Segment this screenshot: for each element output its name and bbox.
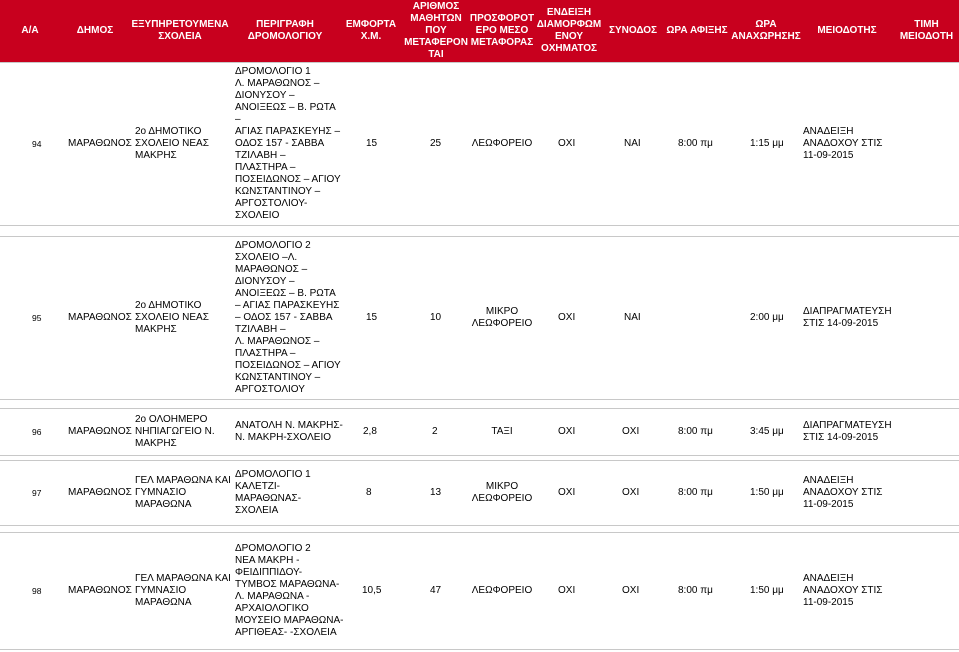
table-header [0,0,959,62]
cell-dimos: ΜΑΡΑΘΩΝΟΣ [68,426,132,437]
cell-sxoleia: 2ο ΔΗΜΟΤΙΚΟ ΣΧΟΛΕΙΟ ΝΕΑΣ ΜΑΚΡΗΣ [135,300,209,335]
cell-ora-afixis: 8:00 πμ [678,487,713,498]
cell-meiodotis: ΔΙΑΠΡΑΓΜΑΤΕΥΣΗ ΣΤΙΣ 14-09-2015 [803,306,892,329]
header-aa: Α/Α [21,25,39,36]
cell-meso: ΜΙΚΡΟ ΛΕΩΦΟΡΕΙΟ [471,481,533,504]
cell-perigrafi: ΔΡΟΜΟΛΟΓΙΟ 2 ΣΧΟΛΕΙΟ –Λ. ΜΑΡΑΘΩΝΟΣ – ΔΙΟΝΥΣΟΥ – ΑΝΟΙΞΕΩΣ – Β. ΡΩΤΑ – ΑΓΙΑΣ ΠΑΡΑΣΚΕΥΗΣ – ΟΔΟΣ 157 - ΣΑΒΒΑ ΤΖΙΛΑΒΗ – Λ. ΜΑΡΑΘΩΝΟΣ – ΠΛΑΣΤΗΡΑ – ΠΟΣΕΙΔΩΝΟΣ – ΑΓΙΟΥ ΚΩΝΣΤΑΝΤΙΝΟΥ – ΑΡΓΟΣΤΟΛΙΟΥ [235,240,341,395]
header-timi: ΤΙΜΗ ΜΕΙΟΔΟΤΗ [899,19,954,42]
cell-meiodotis: ΑΝΑΔΕΙΞΗ ΑΝΑΔΟΧΟΥ ΣΤΙΣ 11-09-2015 [803,475,883,510]
cell-ora-afixis: 8:00 πμ [678,585,713,596]
cell-aa: 95 [32,313,42,323]
header-synodos: ΣΥΝΟΔΟΣ [608,25,658,36]
cell-dimos: ΜΑΡΑΘΩΝΟΣ [68,312,132,323]
cell-ora-anaxorisis: 1:50 μμ [750,585,784,596]
cell-meso: ΜΙΚΡΟ ΛΕΩΦΟΡΕΙΟ [471,306,533,329]
cell-meso: ΛΕΩΦΟΡΕΙΟ [471,138,533,149]
cell-endeixi: ΟΧΙ [558,426,576,437]
cell-arithmos: 13 [430,487,442,498]
table-row [0,62,959,226]
cell-perigrafi: ΔΡΟΜΟΛΟΓΙΟ 1 Λ. ΜΑΡΑΘΩΝΟΣ – ΔΙΟΝΥΣΟΥ – ΑΝΟΙΞΕΩΣ – Β. ΡΩΤΑ – ΑΓΙΑΣ ΠΑΡΑΣΚΕΥΗΣ – ΟΔΟΣ 157 - ΣΑΒΒΑ ΤΖΙΛΑΒΗ – ΠΛΑΣΤΗΡΑ – ΠΟΣΕΙΔΩΝΟΣ – ΑΓΙΟΥ ΚΩΝΣΤΑΝΤΙΝΟΥ – ΑΡΓΟΣΤΟΛΙΟΥ- ΣΧΟΛΕΙΟ [235,66,341,221]
cell-endeixi: ΟΧΙ [558,487,576,498]
table-row [0,236,959,400]
cell-meso: ΛΕΩΦΟΡΕΙΟ [471,585,533,596]
cell-ora-anaxorisis: 1:15 μμ [750,138,784,149]
cell-synodos: ΝΑΙ [624,138,641,149]
cell-emforta: 15 [366,312,378,323]
cell-meso: ΤΑΞΙ [491,426,513,437]
cell-aa: 97 [32,488,42,498]
cell-synodos: ΝΑΙ [624,312,641,323]
cell-sxoleia: ΓΕΛ ΜΑΡΑΘΩΝΑ ΚΑΙ ΓΥΜΝΑΣΙΟ ΜΑΡΑΘΩΝΑ [135,573,231,608]
cell-emforta: 15 [366,138,378,149]
table-row [0,408,959,456]
cell-endeixi: ΟΧΙ [558,312,576,323]
cell-arithmos: 10 [430,312,442,323]
cell-endeixi: ΟΧΙ [558,138,576,149]
header-emforta: ΕΜΦΟΡΤΑ Χ.Μ. [345,19,397,42]
cell-sxoleia: 2ο ΟΛΟΗΜΕΡΟ ΝΗΠΙΑΓΩΓΕΙΟ Ν. ΜΑΚΡΗΣ [135,414,215,449]
cell-sxoleia: ΓΕΛ ΜΑΡΑΘΩΝΑ ΚΑΙ ΓΥΜΝΑΣΙΟ ΜΑΡΑΘΩΝΑ [135,475,231,510]
cell-meiodotis: ΑΝΑΔΕΙΞΗ ΑΝΑΔΟΧΟΥ ΣΤΙΣ 11-09-2015 [803,126,883,161]
cell-emforta: 2,8 [363,426,377,437]
table-row [0,532,959,650]
cell-synodos: ΟΧΙ [622,426,640,437]
cell-ora-afixis: 8:00 πμ [678,138,713,149]
cell-emforta: 10,5 [362,585,382,596]
header-perigrafi: ΠΕΡΙΓΡΑΦΗ ΔΡΟΜΟΛΟΓΙΟΥ [247,19,323,42]
cell-meiodotis: ΑΝΑΔΕΙΞΗ ΑΝΑΔΟΧΟΥ ΣΤΙΣ 11-09-2015 [803,573,883,608]
cell-dimos: ΜΑΡΑΘΩΝΟΣ [68,487,132,498]
header-prosforotero: ΠΡΟΣΦΟΡΟΤ ΕΡΟ ΜΕΣΟ ΜΕΤΑΦΟΡΑΣ [469,13,535,48]
header-meiodotis: ΜΕΙΟΔΟΤΗΣ [817,25,877,36]
cell-ora-afixis: 8:00 πμ [678,426,713,437]
header-endeixi: ΕΝΔΕΙΞΗ ΔΙΑΜΟΡΦΩΜ ΕΝΟΥ ΟΧΗΜΑΤΟΣ [536,7,602,54]
cell-perigrafi: ΔΡΟΜΟΛΟΓΙΟ 1 ΚΑΛΕΤΖΙ- ΜΑΡΑΘΩΝΑΣ- ΣΧΟΛΕΙΑ [235,469,311,516]
cell-perigrafi: ΑΝΑΤΟΛΗ Ν. ΜΑΚΡΗΣ- Ν. ΜΑΚΡΗ-ΣΧΟΛΕΙΟ [235,420,343,443]
cell-aa: 94 [32,139,42,149]
cell-dimos: ΜΑΡΑΘΩΝΟΣ [68,585,132,596]
cell-meiodotis: ΔΙΑΠΡΑΓΜΑΤΕΥΣΗ ΣΤΙΣ 14-09-2015 [803,420,892,443]
cell-arithmos: 25 [430,138,442,149]
cell-perigrafi: ΔΡΟΜΟΛΟΓΙΟ 2 ΝΕΑ ΜΑΚΡΗ - ΦΕΙΔΙΠΠΙΔΟΥ- ΤΥΜΒΟΣ ΜΑΡΑΘΩΝΑ- Λ. ΜΑΡΑΘΩΝΑ - ΑΡΧΑΙΟΛΟΓΙΚΟ ΜΟΥΣΕΙΟ ΜΑΡΑΘΩΝΑ- ΑΡΓΙΘΕΑΣ- -ΣΧΟΛΕΙΑ [235,543,344,638]
cell-aa: 98 [32,586,42,596]
table-row [0,460,959,526]
cell-synodos: ΟΧΙ [622,585,640,596]
cell-ora-anaxorisis: 2:00 μμ [750,312,784,323]
cell-ora-anaxorisis: 3:45 μμ [750,426,784,437]
cell-sxoleia: 2ο ΔΗΜΟΤΙΚΟ ΣΧΟΛΕΙΟ ΝΕΑΣ ΜΑΚΡΗΣ [135,126,209,161]
cell-endeixi: ΟΧΙ [558,585,576,596]
cell-aa: 96 [32,427,42,437]
cell-dimos: ΜΑΡΑΘΩΝΟΣ [68,138,132,149]
cell-ora-anaxorisis: 1:50 μμ [750,487,784,498]
header-dimos: ΔΗΜΟΣ [76,25,114,36]
cell-synodos: ΟΧΙ [622,487,640,498]
cell-arithmos: 2 [432,426,438,437]
header-ora-afixis: ΩΡΑ ΑΦΙΞΗΣ [666,25,728,36]
header-ora-anaxorisis: ΩΡΑ ΑΝΑΧΩΡΗΣΗΣ [731,19,801,42]
header-sxoleia: ΕΞΥΠΗΡΕΤΟΥΜΕΝΑ ΣΧΟΛΕΙΑ [131,19,229,42]
header-arithmos: ΑΡΙΘΜΟΣ ΜΑΘΗΤΩΝ ΠΟΥ ΜΕΤΑΦΕΡΟΝ ΤΑΙ [404,1,468,60]
cell-arithmos: 47 [430,585,442,596]
cell-emforta: 8 [366,487,372,498]
